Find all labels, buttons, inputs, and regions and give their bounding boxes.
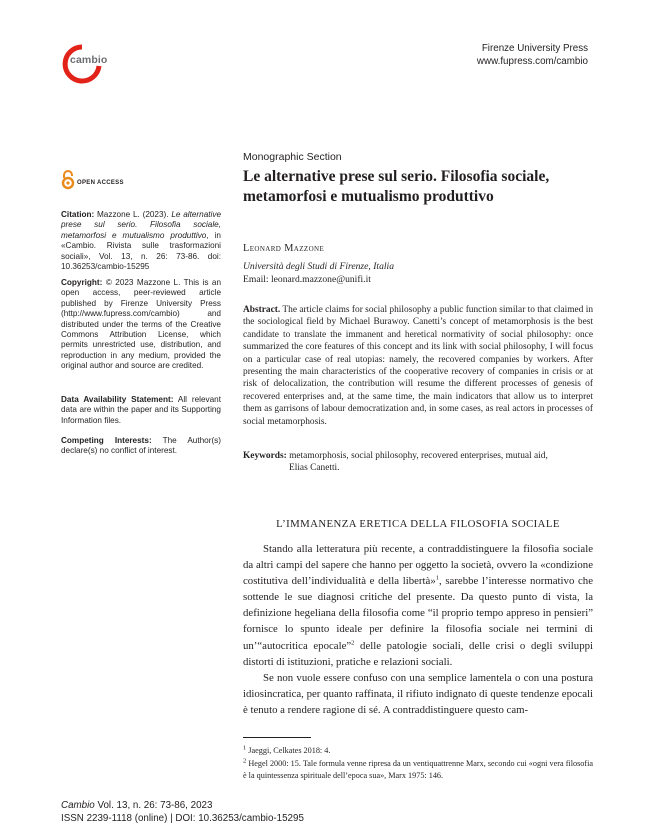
logo-text: cambio (70, 54, 108, 66)
citation-block (61, 210, 221, 272)
abstract-text: The article claims for social philosophy a public function similar to that claimed in the sociological field by Michael Burawoy. Canetti’s concept of metamorphosis is the best candidate to translate the immanent and heretical normativity of social philosophy: once summarized the core features of this concept and its link with social philosophy, I will focus on a particular case of real utopias: namely, the recovered companies by workers. After presenting the main characteristics of the cooperative recovery of companies in crisis or at risk of delocalization, the contribution will resume the different processes of genesis of recovered enterprises and, at the same time, the main indicators that allow us to interpret them as garrisons of labour democratization and, in some cases, as real actors in processes of social metamorphosis. (243, 305, 594, 427)
abstract-label: Abstract. (243, 305, 281, 315)
publisher-url[interactable]: www.fupress.com/cambio (476, 56, 588, 67)
paragraph-1-part-a: Stando alla letteratura più recente, a contraddistinguere la filosofia sociale da altri campi del sapere che hanno per oggetto la società, ovvero la «condizione costitutiva dell’individualità e della libertà» (243, 543, 593, 588)
citation-title: Le alternative prese sul serio. Filosofia sociale, metamorfosi e mutualismo produttivo (61, 210, 221, 240)
competing-interests-label: Competing Interests: (61, 436, 152, 445)
citation-text-1: Mazzone L. (2023). (94, 210, 172, 219)
keywords (243, 450, 593, 475)
copyright-label: Copyright: (61, 278, 103, 287)
page-footer (61, 800, 304, 825)
data-availability-block (61, 395, 221, 426)
section-label: Monographic Section (243, 151, 342, 163)
paragraph-2: Se non vuole essere confuso con una semplice lamentela o con una postura idiosincratica, per quanto raffinata, il rifiuto indignato di queste tendenze epocali è tenuto a rendere ragione di sé. A contraddistinguere questo cam- (243, 671, 593, 716)
citation-text-2: , in «Cambio. Rivista sulle trasformazioni sociali», Vol. 13, n. 26: 73-86. doi: 10.36253/cambio-15295 (61, 230, 221, 272)
copyright-text: © 2023 Mazzone L. This is an open access, peer-reviewed article published by Firenze University Press (http://www.fupress.com/cambio) and distributed under the terms of the Creative Commons Attribution License, which permits unrestricted use, distribution, and reproduction in any medium, provided the original author and source are credited. (61, 278, 221, 371)
footnote-2 (243, 758, 593, 783)
data-availability-label: Data Availability Statement: (61, 395, 174, 404)
footnote-divider (243, 737, 311, 738)
footer-issn: ISSN 2239-1118 (online) | DOI: 10.36253/cambio-15295 (61, 812, 304, 824)
data-availability-text: All relevant data are within the paper and its Supporting Information files. (61, 395, 221, 425)
footnote-1-number: 1 (243, 744, 247, 752)
paragraph-1 (243, 541, 593, 670)
abstract (243, 304, 593, 428)
article-title (243, 167, 593, 206)
competing-interests-block (61, 436, 221, 457)
footnote-2-text: Hegel 2000: 15. Tale formula venne ripresa da un ventiquattrenne Marx, secondo cui «ogni vera filosofia è la quintessenza spirituale dell’epoca sua», Marx 1975: 146. (243, 759, 593, 781)
author-affiliation: Università degli Studi di Firenze, Italia (243, 261, 394, 272)
publisher-info (477, 42, 588, 68)
author-name: Leonard Mazzone (243, 243, 325, 254)
title-line-1: Le alternative prese sul serio. Filosofia sociale, (243, 168, 550, 185)
paragraph-1-part-c: delle patologie sociali, delle crisi o degli sviluppi distorti di istituzioni, pratiche e relazioni sociali. (243, 639, 593, 668)
cambio-logo (58, 44, 106, 84)
citation-label: Citation: (61, 210, 95, 219)
author-email[interactable]: Email: leonard.mazzone@unifi.it (243, 274, 371, 285)
footnote-1-text: Jaeggi, Celkates 2018: 4. (246, 746, 331, 755)
title-line-2: metamorfosi e mutualismo produttivo (243, 187, 494, 205)
open-access-label: OPEN ACCESS (77, 180, 124, 186)
keywords-line-1: metamorphosis, social philosophy, recovered enterprises, mutual aid, (286, 451, 548, 461)
footnote-1 (243, 745, 593, 757)
section-heading: L’IMMANENZA ERETICA DELLA FILOSOFIA SOCIALE (276, 518, 560, 530)
footer-journal: Cambio (61, 800, 95, 811)
footer-issue: Vol. 13, n. 26: 73-86, 2023 (94, 800, 213, 811)
footnote-ref-2[interactable]: 2 (351, 638, 355, 646)
copyright-block (61, 278, 221, 372)
competing-interests-text: The Author(s) declare(s) no conflict of interest. (61, 436, 221, 456)
open-access-icon (61, 170, 75, 190)
footnote-2-number: 2 (243, 757, 247, 765)
keywords-label: Keywords: (243, 451, 287, 461)
publisher-name: Firenze University Press (481, 43, 588, 54)
body-text (243, 541, 593, 718)
paragraph-1-part-b: , sarebbe l’interesse normativo che sottende le sue diagnosi critiche del presente. Da questo punto di vista, la definizione hegeliana della filosofia come “il proprio tempo appreso in pensieri” fornisce lo spunto ideale per definire la filosofia sociale nei termini di un’“autocritica epocale” (243, 575, 593, 652)
keywords-line-2: Elias Canetti. (289, 463, 340, 474)
footnote-ref-1[interactable]: 1 (435, 574, 439, 582)
